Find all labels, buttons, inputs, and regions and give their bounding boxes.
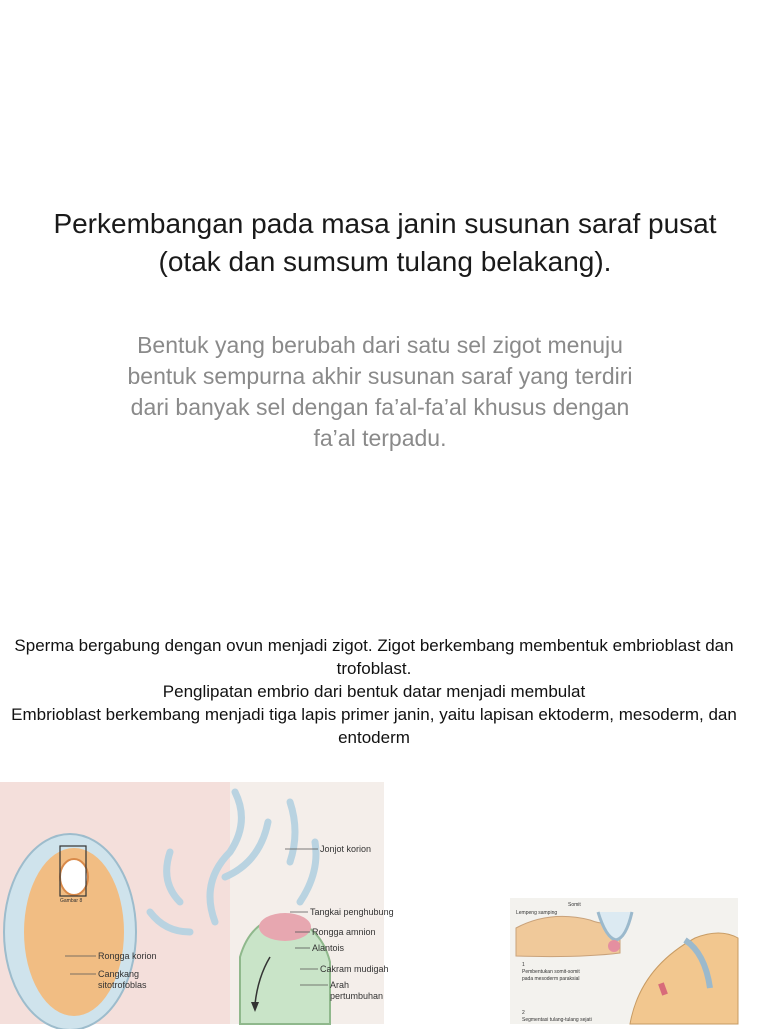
somite-illustration [510,898,738,1024]
slide-title: Perkembangan pada masa janin susunan saraf pusat (otak dan sumsum tulang belakang). [53,208,717,277]
body-line-penglipatan: Penglipatan embrio dari bentuk datar menjadi membulat [162,682,586,701]
embryonic-disc-shape [259,913,311,941]
label-pertumbuhan: pertumbuhan [330,991,384,1001]
label-tangkai-penghubung: Tangkai penghubung [310,907,394,917]
label-caption-3: Segmentasi tulang-tulang sejati [522,1017,592,1023]
somite-illustration-svg [510,898,738,1024]
label-arah: Arah [330,980,350,990]
label-num-1: 1 [522,962,525,968]
label-somit: Somit [568,902,581,908]
label-caption-2: pada mesoderm paraksial [522,976,580,982]
label-cangkang: Cangkang [98,969,140,979]
embryo-inset-shape [60,859,88,895]
label-cakram-mudigah: Cakram mudigah [320,964,389,974]
label-num-2: 2 [522,1010,525,1016]
embryo-illustration [0,782,394,1024]
slide-subtitle: Bentuk yang berubah dari satu sel zigot menuju bentuk sempurna akhir susunan saraf yang terdiri dari banyak sel dengan fa’al-fa’al khusus dengan fa’al terpadu. [127,332,633,451]
label-sitotrofoblas: sitotrofoblas [98,980,147,990]
body-line-embrioblast: Embrioblast berkembang menjadi tiga lapis primer janin, yaitu lapisan ektoderm, mesoderm, dan entoderm [11,705,737,747]
slide-body-text [10,634,738,749]
label-lempeng-samping: Lempeng samping [516,910,558,916]
notochord-shape [608,940,620,952]
inset-label: Gambar 8 [60,898,83,904]
body-line-zigot: Sperma bergabung dengan ovun menjadi zigot. Zigot berkembang membentuk embrioblast dan trofoblast. [14,636,734,678]
label-alantois: Alantois [312,943,345,953]
label-rongga-amnion: Rongga amnion [312,927,376,937]
label-jonjot-korion: Jonjot korion [320,844,372,854]
label-caption-1: Pembentukan somit-somit [522,969,580,975]
embryo-illustration-svg [0,782,394,1024]
label-rongga-korion: Rongga korion [98,951,157,961]
